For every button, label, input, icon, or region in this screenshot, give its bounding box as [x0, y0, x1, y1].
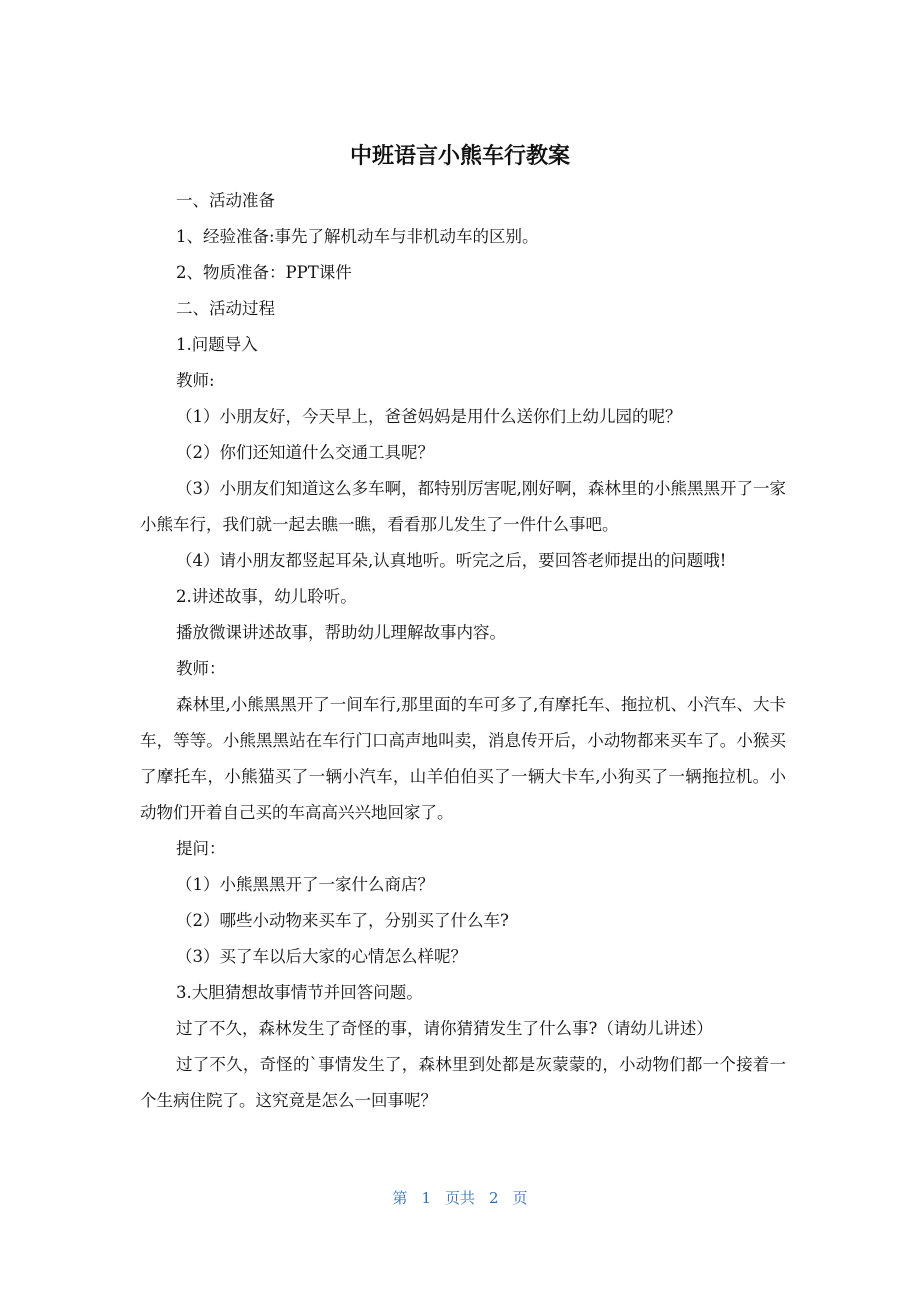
- step-question-intro: 1.问题导入: [176, 335, 258, 354]
- question-item-1: （1）小朋友好，今天早上，爸爸妈妈是用什么送你们上幼儿园的呢？: [176, 407, 682, 426]
- paragraph-guess-prompt: 过了不久，森林发生了奇怪的事，请你猜猜发生了什么事?（请幼儿讲述）: [176, 1019, 713, 1038]
- footer-middle-label: 页共: [444, 1189, 475, 1207]
- section-heading-preparation: 一、活动准备: [176, 191, 275, 210]
- step-story-telling: 2.讲述故事，幼儿聆听。: [176, 587, 357, 606]
- paragraph-experience-prep: 1、经验准备:事先了解机动车与非机动车的区别。: [176, 227, 539, 246]
- question-item-4: （4）请小朋友都竖起耳朵,认真地听。听完之后，要回答老师提出的问题哦!: [176, 551, 727, 570]
- paragraph-play-video: 播放微课讲述故事，帮助幼儿理解故事内容。: [176, 623, 506, 642]
- paragraph-material-prep: 2、物质准备：PPT课件: [176, 263, 352, 282]
- ask-item-2: （2）哪些小动物来买车了，分别买了什么车?: [176, 911, 509, 930]
- document-title: 中班语言小熊车行教案: [349, 144, 570, 169]
- question-item-2: （2）你们还知道什么交通工具呢？: [176, 443, 434, 462]
- story-paragraph: 森林里,小熊黑黑开了一间车行,那里面的车可多了,有摩托车、拖拉机、小汽车、大卡车，等等。小熊黑黑站在车行门口高声地叫卖，消息传开后，小动物都来买车了。小猴买了摩托车，小熊猫买了一辆小汽车，山羊伯伯买了一辆大卡车,小狗买了一辆拖拉机。小动物们开着自己买的车高高兴兴地回家了。: [140, 695, 786, 822]
- section-heading-process: 二、活动过程: [176, 299, 275, 318]
- paragraph-strange-event: 过了不久，奇怪的`事情发生了，森林里到处都是灰蒙蒙的，小动物们都一个接着一个生病住院了。这究竟是怎么一回事呢？: [140, 1055, 786, 1110]
- teacher-label-2: 教师：: [176, 659, 226, 678]
- footer-end-label: 页: [512, 1189, 528, 1207]
- document-body: [140, 183, 786, 1119]
- footer-current-page: 1: [421, 1189, 431, 1207]
- teacher-label-1: 教师:: [176, 371, 215, 390]
- ask-item-1: （1）小熊黑黑开了一家什么商店？: [176, 875, 434, 894]
- page-footer: [0, 1186, 920, 1210]
- step-guess-plot: 3.大胆猜想故事情节并回答问题。: [176, 983, 423, 1002]
- footer-total-pages: 2: [489, 1189, 499, 1207]
- question-item-3: （3）小朋友们知道这么多车啊，都特别厉害呢,刚好啊，森林里的小熊黑黑开了一家小熊车行，我们就一起去瞧一瞧，看看那儿发生了一件什么事吧。: [140, 479, 786, 534]
- ask-item-3: （3）买了车以后大家的心情怎么样呢？: [176, 947, 467, 966]
- ask-label: 提问：: [176, 839, 226, 858]
- footer-page-label: 第: [392, 1189, 408, 1207]
